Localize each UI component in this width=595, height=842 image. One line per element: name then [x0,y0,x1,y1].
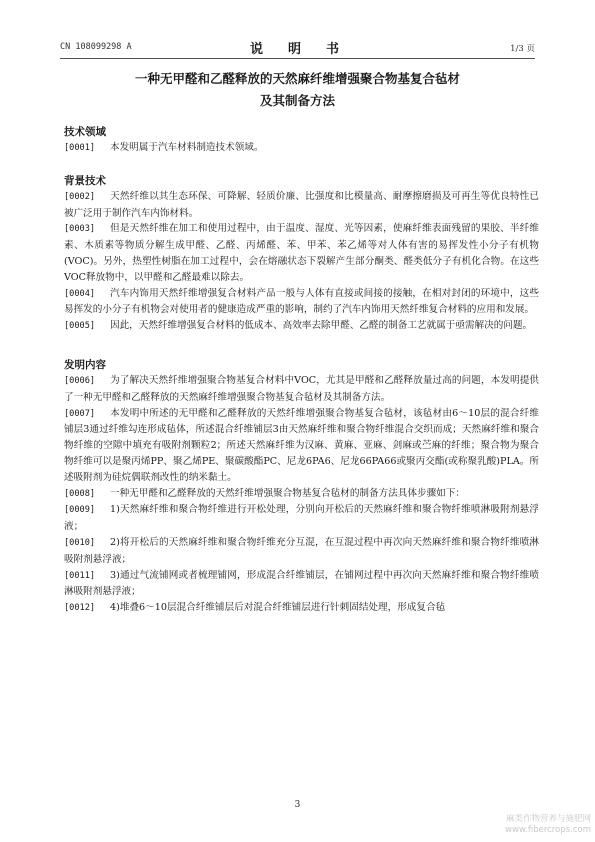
paragraph [64,535,539,568]
paragraph-number: [0002] [64,191,96,202]
paragraph [64,140,539,157]
paragraph-number: [0008] [64,488,96,499]
paragraph [64,221,539,285]
section-heading-invention: 发明内容 [64,358,106,371]
paragraph [64,568,539,601]
document-title [60,68,535,112]
page-header [60,38,535,58]
paragraph-text: 2)将开松后的天然麻纤维和聚合物纤维充分互混，在互混过程中再次向天然麻纤维和聚合物纤维喷淋吸附剂悬浮液； [64,536,539,565]
paragraph [64,600,539,617]
section-heading-background: 背景技术 [64,174,106,187]
watermark [505,814,591,836]
paragraph-number: [0001] [64,143,96,153]
document-body [64,124,539,617]
paragraph-number: [0006] [64,375,96,386]
watermark-title: 麻类作物营养与施肥网 [505,814,591,824]
paragraph-text: 本发明属于汽车材料制造技术领域。 [110,142,264,153]
paragraph-number: [0012] [64,603,96,614]
paragraph-text: 但是天然纤维在加工和使用过程中，由于温度、湿度、光等因素，使麻纤维表面残留的果胶、半纤维素、木质素等物质分解生成甲醛、乙醛、丙烯醛、苯、甲苯、苯乙烯等对人体有害的易挥发性小分子有机物(VOC)。另外，热塑性树脂在加工过程中，会在熔融状态下裂解产生部分酮类、醛类低分子有机化合物。在这些VOC释放物中，以甲醛和乙醛最难以除去。 [64,223,539,283]
section-heading-tech-field: 技术领域 [64,126,106,138]
paragraph-text: 1)天然麻纤维和聚合物纤维进行开松处理，分别向开松后的天然麻纤维和聚合物纤维喷淋吸附剂悬浮液； [64,504,539,533]
paragraph-number: [0007] [64,408,96,419]
paragraph [64,373,539,406]
paragraph [64,502,539,535]
paragraph-number: [0010] [64,537,96,548]
page-count: 1/3 页 [510,44,535,54]
page-number: 3 [294,800,301,810]
watermark-url: www.fibercrops.com [505,825,591,835]
paragraph-number: [0003] [64,224,96,235]
paragraph-number: [0004] [64,288,96,299]
paragraph [64,486,539,503]
paragraph-number: [0005] [64,321,96,332]
title-line-2: 及其制备方法 [259,93,335,108]
paragraph-number: [0011] [64,570,96,581]
document-type: 说 明 书 [249,42,345,57]
paragraph [64,286,539,319]
paragraph-text: 汽车内饰用天然纤维增强复合材料产品一般与人体有直接或间接的接触，在相对封闭的环境中，这些易挥发的小分子有机物会对使用者的健康造成严重的影响，制约了汽车内饰用天然纤维复合材料的应用和发展。 [64,287,539,316]
publication-number: CN 108099298 A [60,42,132,52]
title-line-1: 一种无甲醛和乙醛释放的天然麻纤维增强聚合物基复合毡材 [134,71,460,86]
paragraph [64,406,539,486]
paragraph-text: 因此，天然纤维增强复合材料的低成本、高效率去除甲醛、乙醛的制备工艺就属于亟需解决的问题。 [110,320,533,332]
paragraph-text: 4)堆叠6～10层混合纤维铺层后对混合纤维铺层进行针刺固结处理，形成复合毡 [110,602,446,614]
paragraph [64,318,539,335]
paragraph-text: 本发明中所述的无甲醛和乙醛释放的天然纤维增强聚合物基复合毡材，该毡材由6～10层的混合纤维铺层3通过纤维勾连形成毡体，所述混合纤维铺层3由天然麻纤维和聚合物纤维混合交织而成；天然麻纤维和聚合物纤维的空隙中填充有吸附剂颗粒2；所述天然麻纤维为汉麻、黄麻、亚麻、剑麻或苎麻的纤维；聚合物为聚合物纤维可以是聚丙烯PP、聚乙烯PE、聚碳酸酯PC、尼龙6PA6、尼龙66PA66或聚丙交酯(或称聚乳酸)PLA。所述吸附剂为硅烷偶联剂改性的纳米黏土。 [64,407,539,483]
paragraph-number: [0009] [64,505,96,516]
paragraph-text: 为了解决天然纤维增强聚合物基复合材料中VOC，尤其是甲醛和乙醛释放量过高的问题，本发明提供了一种无甲醛和乙醛释放的天然麻纤维增强聚合物基复合毡材及其制备方法。 [64,374,539,403]
paragraph [64,189,539,222]
paragraph-text: 天然纤维以其生态环保、可降解、轻质价廉、比强度和比模量高、耐摩擦磨损及可再生等优良特性已被广泛用于制作汽车内饰材料。 [64,190,539,219]
paragraph-text: 一种无甲醛和乙醛释放的天然纤维增强聚合物基复合毡材的制备方法具体步骤如下： [110,487,465,499]
header-divider [60,58,535,59]
paragraph-text: 3)通过气流铺网或者梳理铺网，形成混合纤维铺层，在铺网过程中再次向天然麻纤维和聚合物纤维喷淋吸附剂悬浮液； [64,569,539,598]
